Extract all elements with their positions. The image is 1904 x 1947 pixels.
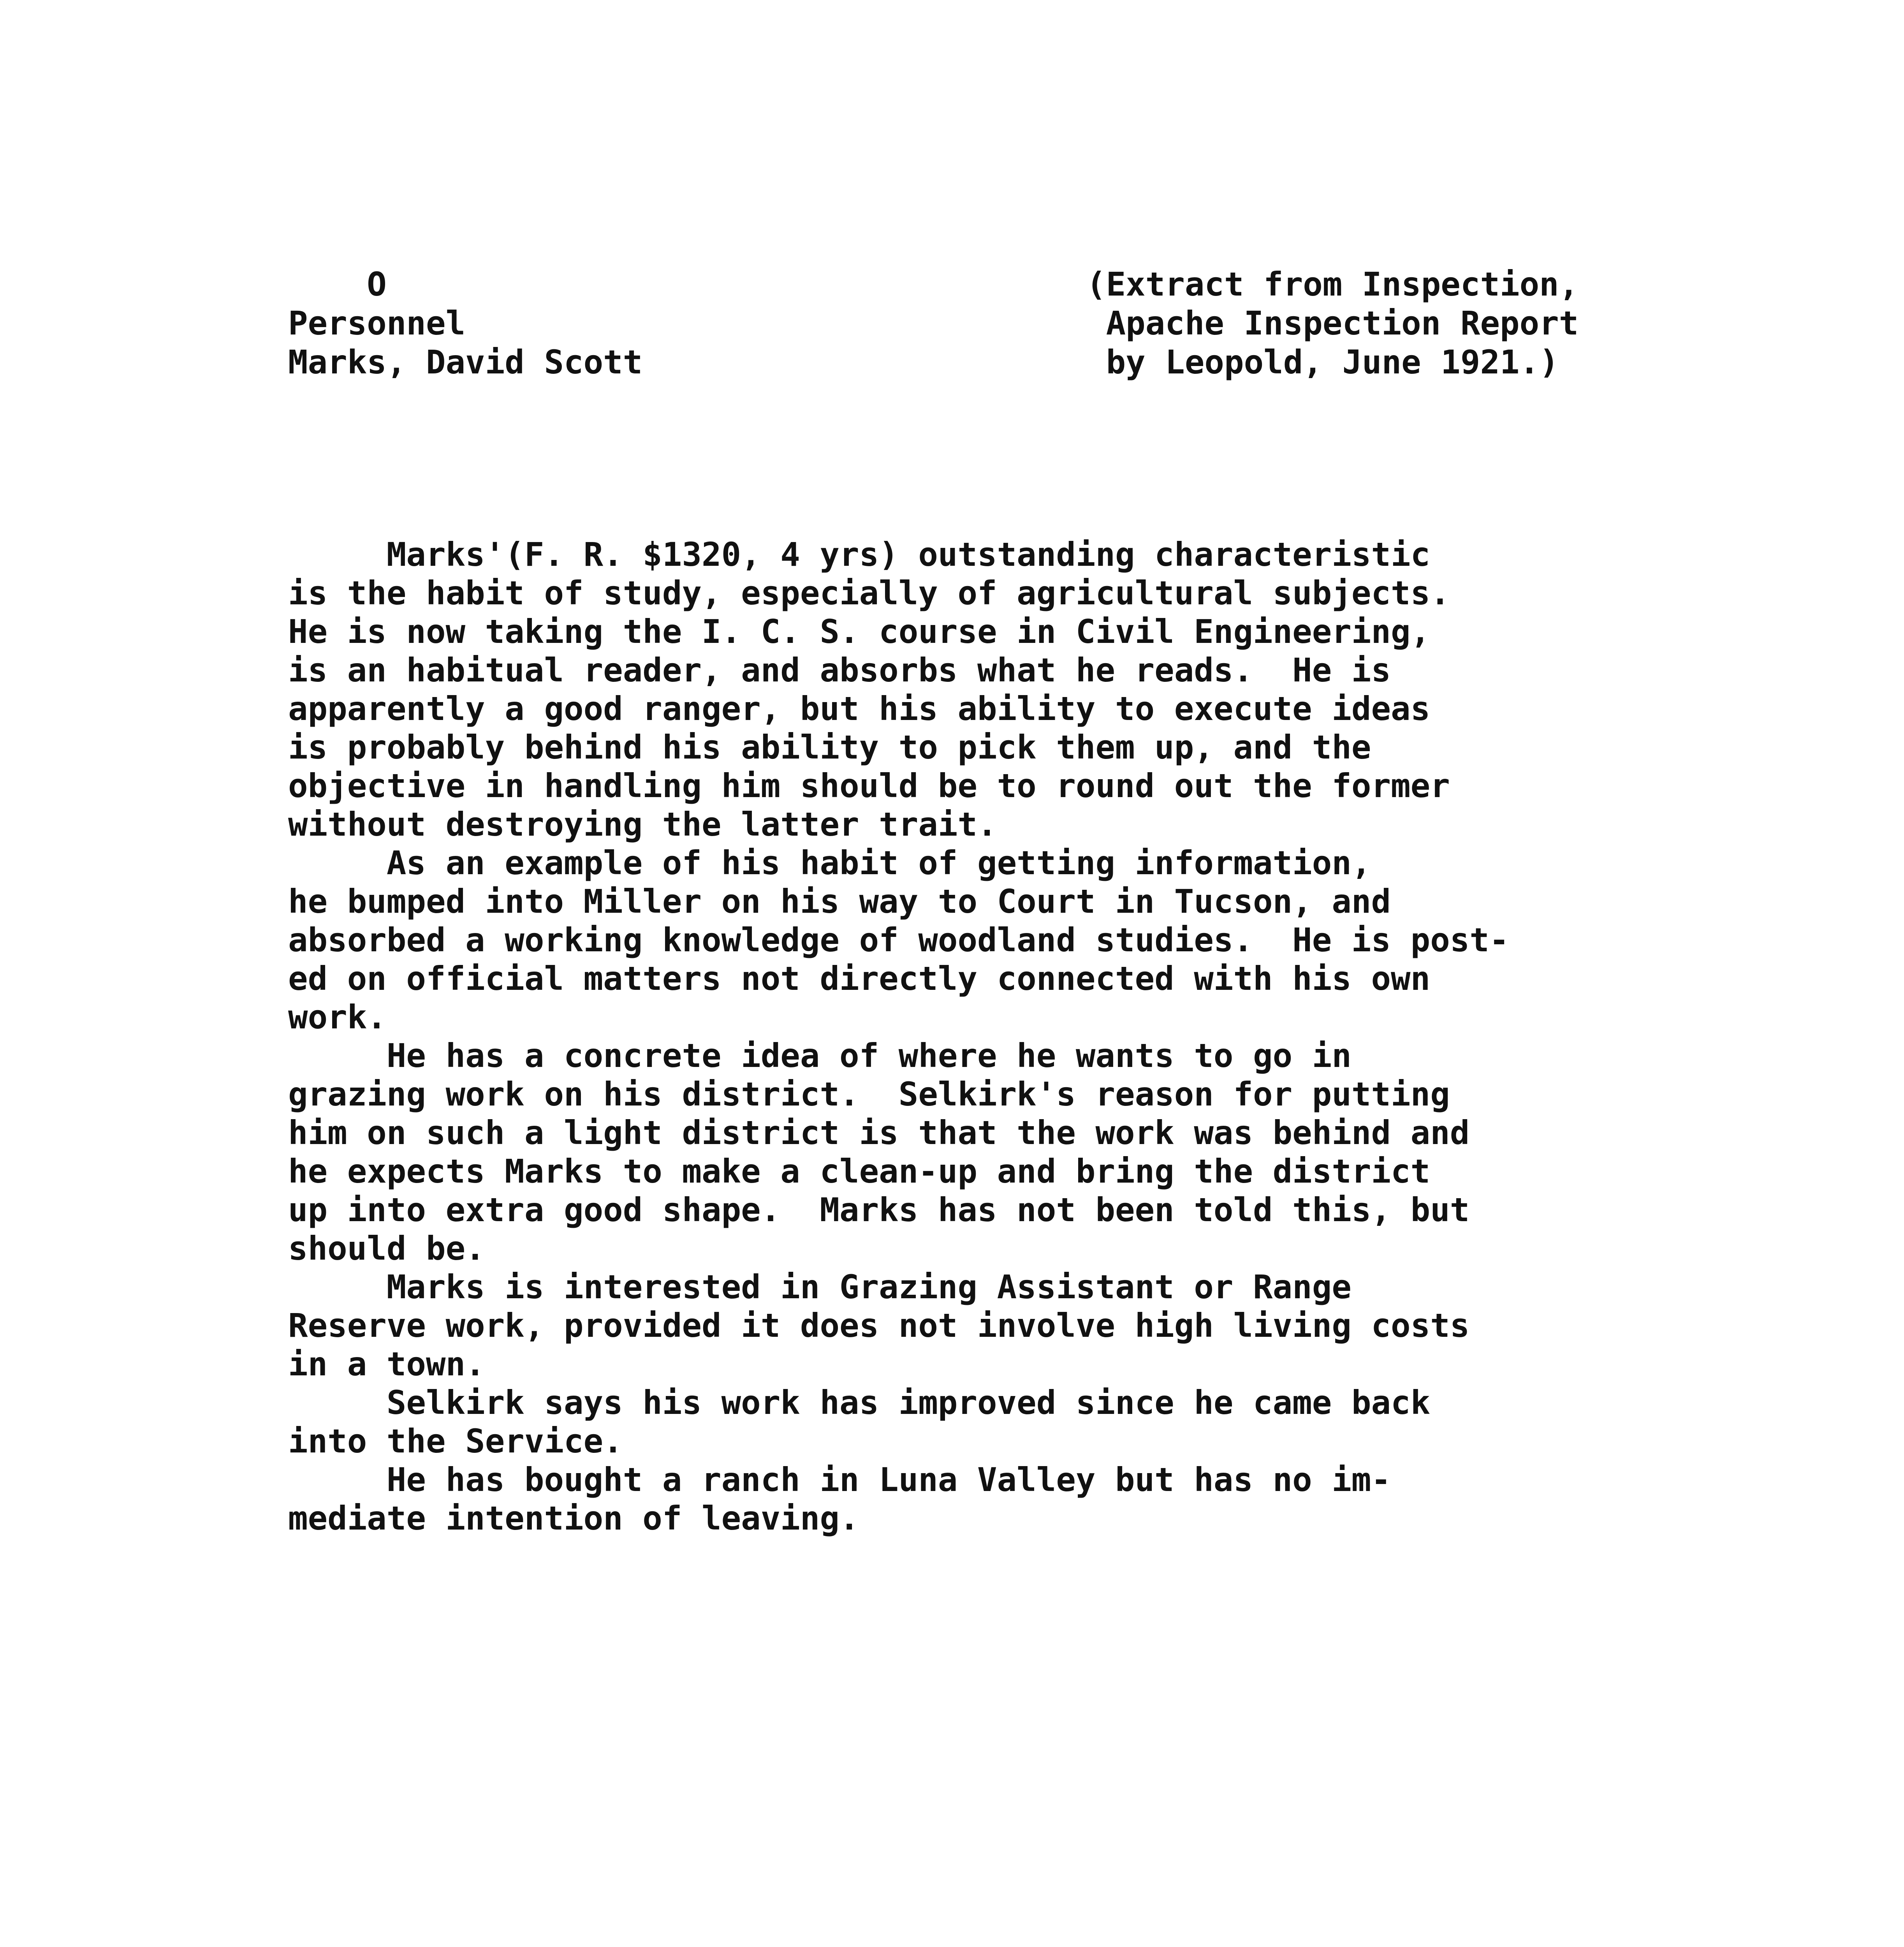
body-line: without destroying the latter trait. [288,805,997,843]
header-right-line-1: (Extract from Inspection, [1086,265,1579,303]
body-line: up into extra good shape. Marks has not been told this, but [288,1191,1470,1229]
body-line: absorbed a working knowledge of woodland studies. He is post- [288,921,1509,959]
body-line: apparently a good ranger, but his ability to execute ideas [288,690,1431,728]
body-line: is the habit of study, especially of agricultural subjects. [288,574,1450,612]
body-line: Selkirk says his work has improved since he came back [288,1384,1431,1422]
body-line: is an habitual reader, and absorbs what he reads. He is [288,651,1391,689]
body-line: Marks'(F. R. $1320, 4 yrs) outstanding characteristic [288,535,1431,574]
body-text [288,535,1729,1538]
body-line: objective in handling him should be to round out the former [288,767,1450,805]
body-line: should be. [288,1229,485,1267]
body-line: grazing work on his district. Selkirk's reason for putting [288,1075,1450,1113]
header-left-line-category: Personnel [288,304,466,342]
body-line: work. [288,998,387,1036]
header-left-line-name: Marks, David Scott [288,343,643,381]
body-line: He is now taking the I. C. S. course in Civil Engineering, [288,613,1431,651]
body-line: he expects Marks to make a clean-up and bring the district [288,1152,1431,1190]
body-line: in a town. [288,1345,485,1383]
header-right-block [1086,265,1578,382]
header-left-line-marker: O [288,265,387,303]
body-line: mediate intention of leaving. [288,1499,859,1537]
header-right-line-2: Apache Inspection Report [1086,304,1579,342]
header-left-block [288,265,642,382]
body-line: into the Service. [288,1422,623,1460]
body-line: is probably behind his ability to pick them up, and the [288,728,1371,766]
body-line: As an example of his habit of getting information, [288,844,1371,882]
body-line: Marks is interested in Grazing Assistant or Range [288,1268,1351,1306]
header-right-line-3: by Leopold, June 1921.) [1086,343,1559,381]
body-line: He has bought a ranch in Luna Valley but has no im- [288,1461,1391,1499]
body-line: Reserve work, provided it does not involve high living costs [288,1306,1470,1345]
body-line: he bumped into Miller on his way to Court in Tucson, and [288,882,1391,921]
body-line: ed on official matters not directly connected with his own [288,959,1431,998]
body-line: him on such a light district is that the work was behind and [288,1114,1470,1152]
body-line: He has a concrete idea of where he wants to go in [288,1037,1351,1075]
